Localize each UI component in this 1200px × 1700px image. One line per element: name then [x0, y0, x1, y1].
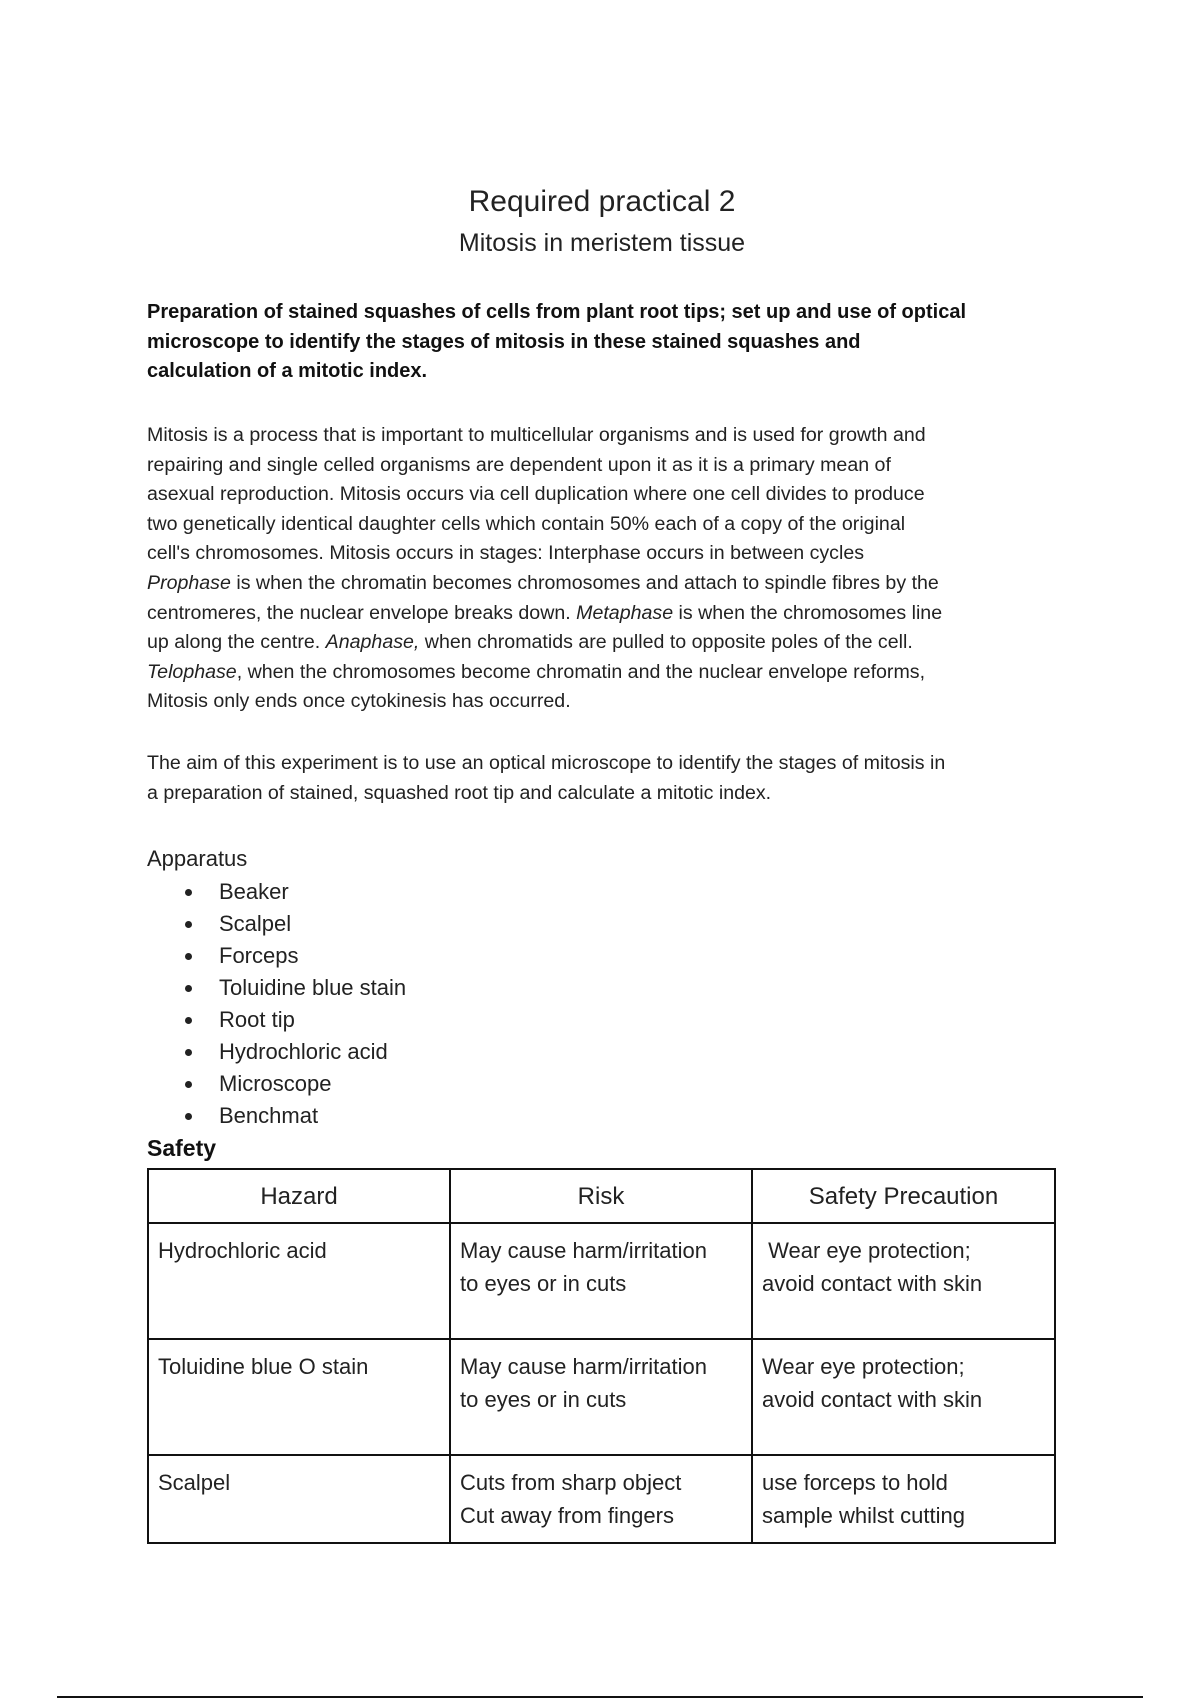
hazard-cell — [148, 1455, 450, 1543]
bullet-icon — [185, 953, 192, 960]
paragraph-line — [147, 658, 1057, 688]
column-header-hazard: Hazard — [148, 1169, 450, 1223]
cell-text: Toluidine blue O stain — [158, 1354, 369, 1379]
telophase-term: Telophase — [147, 660, 237, 683]
cell-text: Scalpel — [158, 1470, 231, 1495]
bullet-icon — [185, 1081, 192, 1088]
hazard-cell — [148, 1223, 450, 1339]
metaphase-term: Metaphase — [576, 601, 674, 624]
precaution-cell — [752, 1455, 1055, 1543]
paragraph-line — [147, 569, 1057, 599]
intro-line: microscope to identify the stages of mitosis in these stained squashes and — [147, 330, 861, 353]
safety-table — [147, 1168, 1056, 1544]
list-item — [147, 1100, 406, 1132]
apparatus-item-label: Beaker — [219, 879, 289, 904]
bullet-icon — [185, 921, 192, 928]
risk-cell — [450, 1223, 752, 1339]
list-item — [147, 1068, 406, 1100]
cell-text: to eyes or in cuts — [460, 1387, 627, 1412]
prophase-term: Prophase — [147, 571, 231, 594]
bullet-icon — [185, 1113, 192, 1120]
table-row — [148, 1455, 1055, 1543]
paragraph-line — [147, 628, 1057, 658]
cell-text: avoid contact with skin — [762, 1271, 983, 1296]
paragraph-line: repairing and single celled organisms are dependent upon it as it is a primary mean of — [147, 453, 891, 476]
apparatus-item-label: Hydrochloric acid — [219, 1039, 388, 1064]
apparatus-item-label: Scalpel — [219, 911, 292, 936]
paragraph-line: cell's chromosomes. Mitosis occurs in stages: Interphase occurs in between cycles — [147, 542, 865, 565]
paragraph-text: , when the chromosomes become chromatin and the nuclear envelope reforms, — [236, 660, 926, 683]
list-item — [147, 940, 406, 972]
footer-divider — [57, 1696, 1143, 1698]
list-item — [147, 876, 406, 908]
mitosis-description-paragraph — [147, 421, 1057, 717]
apparatus-item-label: Root tip — [219, 1007, 295, 1032]
paragraph-text: is when the chromosomes line — [673, 601, 943, 624]
paragraph-line: a preparation of stained, squashed root tip and calculate a mitotic index. — [147, 781, 772, 804]
column-header-risk: Risk — [450, 1169, 752, 1223]
precaution-cell — [752, 1339, 1055, 1455]
table-row — [148, 1339, 1055, 1455]
bullet-icon — [185, 1049, 192, 1056]
paragraph-text: centromeres, the nuclear envelope breaks down. — [147, 601, 577, 624]
cell-text: sample whilst cutting — [762, 1503, 965, 1528]
column-header-precaution: Safety Precaution — [752, 1169, 1055, 1223]
apparatus-item-label: Benchmat — [219, 1103, 319, 1128]
paragraph-line: Mitosis is a process that is important to multicellular organisms and is used for growth and — [147, 424, 926, 446]
anaphase-term: Anaphase, — [325, 631, 420, 654]
cell-text: May cause harm/irritation — [460, 1238, 707, 1263]
apparatus-item-label: Forceps — [219, 943, 299, 968]
document-title: Required practical 2 — [468, 185, 736, 218]
aim-paragraph — [147, 749, 1057, 808]
cell-text: Cut away from fingers — [460, 1503, 674, 1528]
cell-text: Wear eye protection; — [762, 1238, 971, 1263]
cell-text: Cuts from sharp object — [460, 1470, 682, 1495]
list-item — [147, 1004, 406, 1036]
cell-text: Wear eye protection; — [762, 1354, 965, 1379]
list-item — [147, 1036, 406, 1068]
list-item — [147, 972, 406, 1004]
apparatus-list — [147, 876, 406, 1132]
risk-cell — [450, 1339, 752, 1455]
apparatus-item-label: Microscope — [219, 1071, 332, 1096]
paragraph-line: Mitosis only ends once cytokinesis has occurred. — [147, 690, 571, 713]
risk-cell — [450, 1455, 752, 1543]
intro-statement — [147, 298, 1057, 387]
cell-text: avoid contact with skin — [762, 1387, 983, 1412]
apparatus-item-label: Toluidine blue stain — [219, 975, 407, 1000]
apparatus-heading: Apparatus — [147, 846, 248, 871]
intro-line: Preparation of stained squashes of cells from plant root tips; set up and use of optical — [147, 301, 967, 323]
paragraph-line: two genetically identical daughter cells which contain 50% each of a copy of the original — [147, 512, 906, 535]
document-subtitle: Mitosis in meristem tissue — [458, 229, 746, 257]
table-header-row — [148, 1169, 1055, 1223]
table-row — [148, 1223, 1055, 1339]
paragraph-text: when chromatids are pulled to opposite poles of the cell. — [419, 631, 913, 654]
cell-text: Hydrochloric acid — [158, 1238, 327, 1263]
hazard-cell — [148, 1339, 450, 1455]
paragraph-text: is when the chromatin becomes chromosomes and attach to spindle fibres by the — [230, 571, 939, 594]
safety-heading: Safety — [147, 1135, 217, 1161]
paragraph-line: asexual reproduction. Mitosis occurs via cell duplication where one cell divides to produce — [147, 483, 925, 506]
cell-text: to eyes or in cuts — [460, 1271, 627, 1296]
precaution-cell — [752, 1223, 1055, 1339]
cell-text: May cause harm/irritation — [460, 1354, 707, 1379]
cell-text: use forceps to hold — [762, 1470, 948, 1495]
bullet-icon — [185, 985, 192, 992]
bullet-icon — [185, 1017, 192, 1024]
paragraph-line: The aim of this experiment is to use an optical microscope to identify the stages of mitosis in — [147, 752, 946, 774]
list-item — [147, 908, 406, 940]
bullet-icon — [185, 889, 192, 896]
intro-line: calculation of a mitotic index. — [147, 360, 428, 382]
paragraph-line — [147, 599, 1057, 629]
paragraph-text: up along the centre. — [147, 631, 326, 654]
